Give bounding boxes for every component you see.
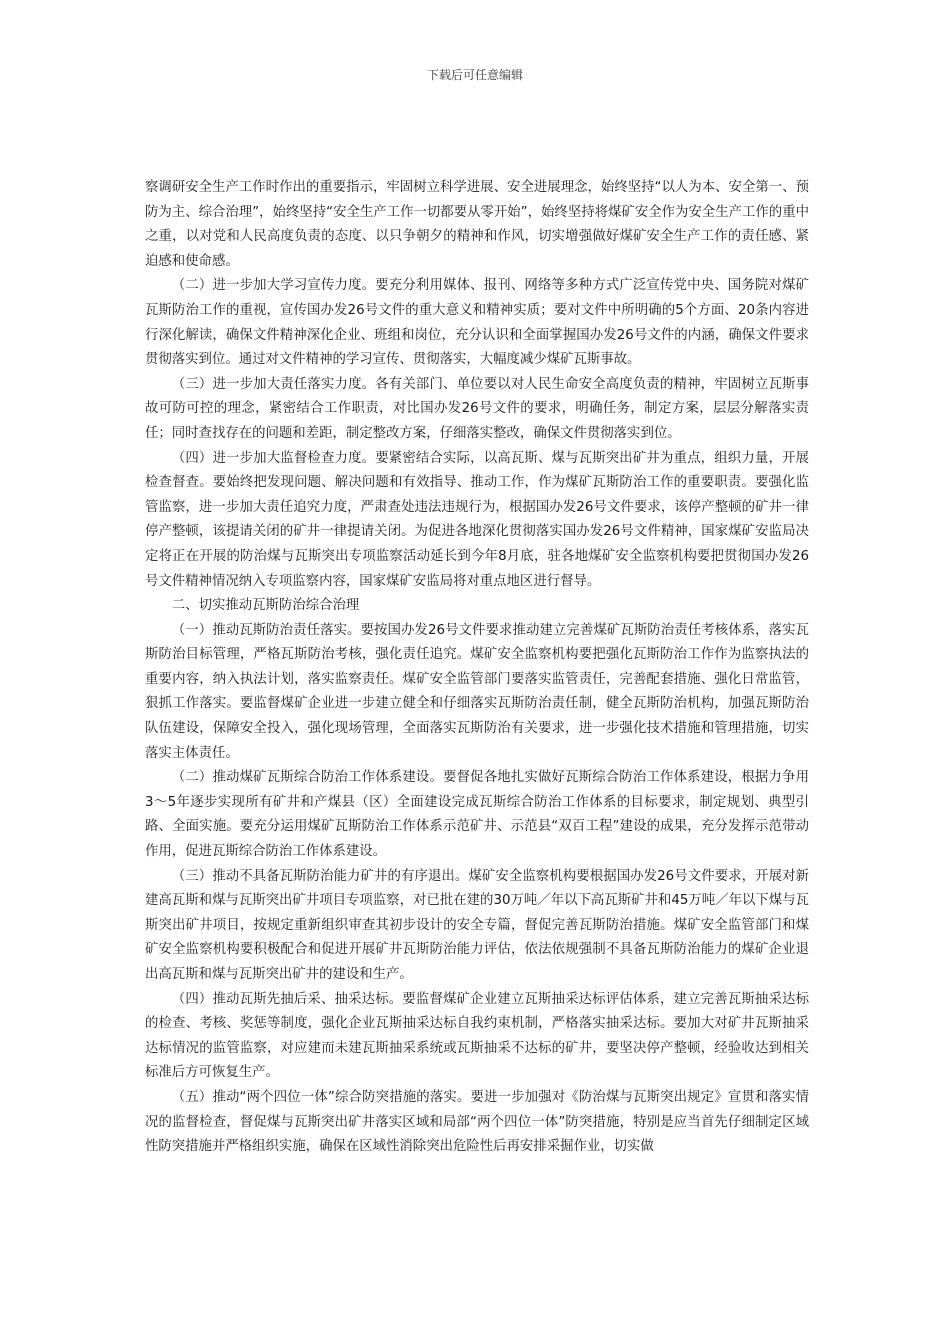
page-header: 下载后可任意编辑 xyxy=(426,68,523,82)
paragraph: （一）推动瓦斯防治责任落实。要按国办发26号文件要求推动建立完善煤矿瓦斯防治责任考核体系，落实瓦斯防治目标管理，严格瓦斯防治考核，强化责任追究。煤矿安全监察机构要把强化瓦斯防治工作作为监察执法的重要内容，纳入执法计划，落实监察责任。煤矿安全监管部门要落实监管责任，完善配套措施、强化日常监管，狠抓工作落实。要监督煤矿企业进一步建立健全和仔细落实瓦斯防治责任制，健全瓦斯防治机构，加强瓦斯防治队伍建设，保障安全投入，强化现场管理，全面落实瓦斯防治有关要求，进一步强化技术措施和管理措施，切实落实主体责任。 xyxy=(145,622,809,761)
paragraph: （四）推动瓦斯先抽后采、抽采达标。要监督煤矿企业建立瓦斯抽采达标评估体系，建立完善瓦斯抽采达标的检查、考核、奖惩等制度，强化企业瓦斯抽采达标自我约束机制，严格落实抽采达标。要加大对矿井瓦斯抽采达标情况的监管监察，对应建而未建瓦斯抽采系统或瓦斯抽采不达标的矿井，要坚决停产整顿，经验收达到相关标准后方可恢复生产。 xyxy=(145,991,809,1081)
paragraph: （三）进一步加大责任落实力度。各有关部门、单位要以对人民生命安全高度负责的精神，牢固树立瓦斯事故可防可控的理念，紧密结合工作职责，对比国办发26号文件的要求，明确任务，制定方案，层层分解落实责任；同时查找存在的问题和差距，制定整改方案，仔细落实整改，确保文件贯彻落实到位。 xyxy=(145,376,809,441)
paragraph: 察调研安全生产工作时作出的重要指示，牢固树立科学进展、安全进展理念，始终坚持“以人为本、安全第一、预防为主、综合治理”，始终坚持“安全生产工作一切都要从零开始”，始终坚持将煤矿安全作为安全生产工作的重中之重，以对党和人民高度负责的态度、以只争朝夕的精神和作风，切实增强做好煤矿安全生产工作的责任感、紧迫感和使命感。 xyxy=(145,180,809,269)
paragraph: （四）进一步加大监督检查力度。要紧密结合实际，以高瓦斯、煤与瓦斯突出矿井为重点，组织力量，开展检查督查。要始终把发现问题、解决问题和有效指导、推动工作，作为煤矿瓦斯防治工作的重要职责。要强化监管监察，进一步加大责任追究力度，严肃查处违法违规行为，根据国办发26号文件要求，该停产整顿的矿井一律停产整顿，该提请关闭的矿井一律提请关闭。为促进各地深化贯彻落实国办发26号文件精神，国家煤矿安监局决定将正在开展的防治煤与瓦斯突出专项监察活动延长到今年8月底，驻各地煤矿安全监察机构要把贯彻国办发26号文件精神情况纳入专项监察内容，国家煤矿安监局将对重点地区进行督导。 xyxy=(145,450,809,589)
paragraph: （五）推动“两个四位一体”综合防突措施的落实。要进一步加强对《防治煤与瓦斯突出规定》宣贯和落实情况的监督检查，督促煤与瓦斯突出矿井落实区域和局部“两个四位一体”防突措施，特别是应当首先仔细制定区域性防突措施并严格组织实施，确保在区域性消除突出危险性后再安排采掘作业，切实做 xyxy=(145,1089,809,1155)
paragraph: （二）推动煤矿瓦斯综合防治工作体系建设。要督促各地扎实做好瓦斯综合防治工作体系建设，根据力争用3～5年逐步实现所有矿井和产煤县（区）全面建设完成瓦斯综合防治工作体系的目标要求，制定规划、典型引路、全面实施。要充分运用煤矿瓦斯防治工作体系示范矿井、示范县“双百工程”建设的成果，充分发挥示范带动作用，促进瓦斯综合防治工作体系建设。 xyxy=(145,770,809,860)
section-heading: 二、切实推动瓦斯防治综合治理 xyxy=(171,598,360,614)
document-body xyxy=(145,176,809,1160)
paragraph: （二）进一步加大学习宣传力度。要充分利用媒体、报刊、网络等多种方式广泛宣传党中央、国务院对煤矿瓦斯防治工作的重视，宣传国办发26号文件的重大意义和精神实质；要对文件中所明确的5个方面、20条内容进行深化解读，确保文件精神深化企业、班组和岗位，充分认识和全面掌握国办发26号文件的内涵，确保文件要求贯彻落实到位。通过对文件精神的学习宣传、贯彻落实，大幅度减少煤矿瓦斯事故。 xyxy=(145,278,809,368)
paragraph: （三）推动不具备瓦斯防治能力矿井的有序退出。煤矿安全监察机构要根据国办发26号文件要求，开展对新建高瓦斯和煤与瓦斯突出矿井项目专项监察，对已批在建的30万吨／年以下高瓦斯矿井和45万吨／年以下煤与瓦斯突出矿井项目，按规定重新组织审查其初步设计的安全专篇，督促完善瓦斯防治措施。煤矿安全监管部门和煤矿安全监察机构要积极配合和促进开展矿井瓦斯防治能力评估，依法依规强制不具备瓦斯防治能力的煤矿企业退出高瓦斯和煤与瓦斯突出矿井的建设和生产。 xyxy=(145,868,809,982)
